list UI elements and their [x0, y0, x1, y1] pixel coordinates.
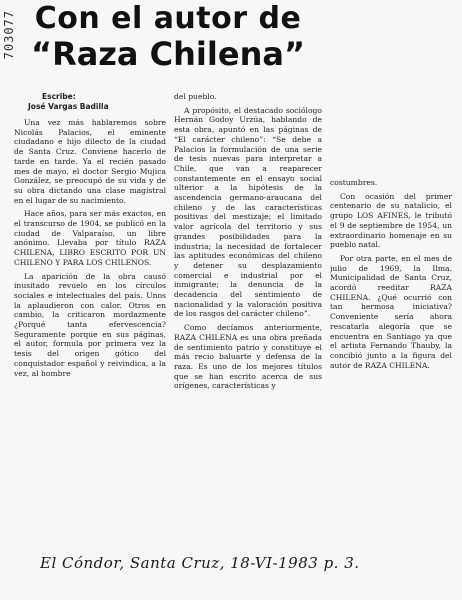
paragraph: costumbres.: [330, 178, 378, 187]
paragraph: Como decíamos anteriormente, RAZA CHILENA es una obra preñada de sentimiento patrio y constituye el más recio baluarte y defensa de la raza. Es uno de los mejores títulos que se han escrito acerca de sus orígenes, características y: [174, 323, 322, 391]
paragraph: La aparición de la obra causó inusitado revuelo en los círculos sociales e intelectuales del país. Unos la aplaudieron con calor. Otros en cambio, la criticaron mordazmente ¿Porqué tanta efervescencia? Seguramente porque en sus páginas, el autor, formula por primera vez la tesis del origen gótico del conquistador español y reivindica, a la vez, al hombre: [14, 271, 166, 378]
article-column-1: [14, 92, 166, 554]
headline: [18, 1, 318, 73]
handwritten-source-note: El Cóndor, Santa Cruz, 18-VI-1983 p. 3.: [40, 554, 360, 572]
byline-label: Escribe:: [42, 92, 76, 101]
paragraph: Hace años, para ser más exactos, en el transcurso de 1904, se publicó en la ciudad de Valparaíso, un libre anónimo. Llevaba por título RAZA CHILENA, LIBRO ESCRITO POR UN CHILENO Y PARA LOS CHILENOS.: [14, 209, 166, 267]
paragraph: Por otra parte, en el mes de julio de 1969, la Ilma. Municipalidad de Santa Cruz, acordó reeditar RAZA CHILENA. ¿Qué ocurrió con tan hermosa iniciativa? Conveniente sería ahora rescatarla alegoría que se encuentra en Santiago ya que el artista Fernando Thauby, la concibió junto a la figura del autor de RAZA CHILENA.: [330, 253, 452, 370]
byline: [14, 92, 166, 112]
paragraph: Una vez más hablaremos sobre Nicolás Palacios, el eminente ciudadano e hijo dilecto de la ciudad de Santa Cruz. Conviene hacerlo de tarde en tarde. Ya el recién pasado mes de mayo, el doctor Sergio Mujica González, se preocupó de su vida y de su obra dictando una clase magistral en el lugar de su nacimiento.: [14, 118, 166, 205]
paragraph: Con ocasión del primer centenario de su natalicio, el grupo LOS AFINES, le tributó el 9 de septiembre de 1954, un extraordinario homenaje en su pueblo natal.: [330, 191, 452, 250]
headline-line-1: Con el autor de: [34, 1, 302, 36]
byline-author: José Vargas Badilla: [28, 102, 109, 111]
article-column-3: [330, 178, 452, 438]
paragraph: del pueblo.: [174, 92, 217, 101]
archive-stamp: 703077: [2, 10, 16, 60]
paragraph: A propósito, el destacado sociólogo Hernán Godoy Urzúa, hablando de esta obra, apuntó en las páginas de “El carácter chileno”: “Se debe a Palacios la formulación de una serie de tesis nuevas para interpretar a Chile, que van a reaparecer constantemente en el ensayo social ulterior a la hipótesis de la ascendencia germano-araucana del chileno y de las características positivas del mestizaje; el limitado valor agrícola del territorio y sus grandes posibilidades para la industria; la necesidad de fortalecer las aptitudes económicas del chileno y detener su desplazamiento comercial e industrial por el inmigrante; la denuncia de la decadencia del sentimiento de nacionalidad y la valoración positiva de los rasgos del carácter chileno”.: [174, 105, 322, 319]
headline-line-2: “Raza Chilena”: [31, 35, 305, 73]
article-column-2: [174, 92, 322, 554]
